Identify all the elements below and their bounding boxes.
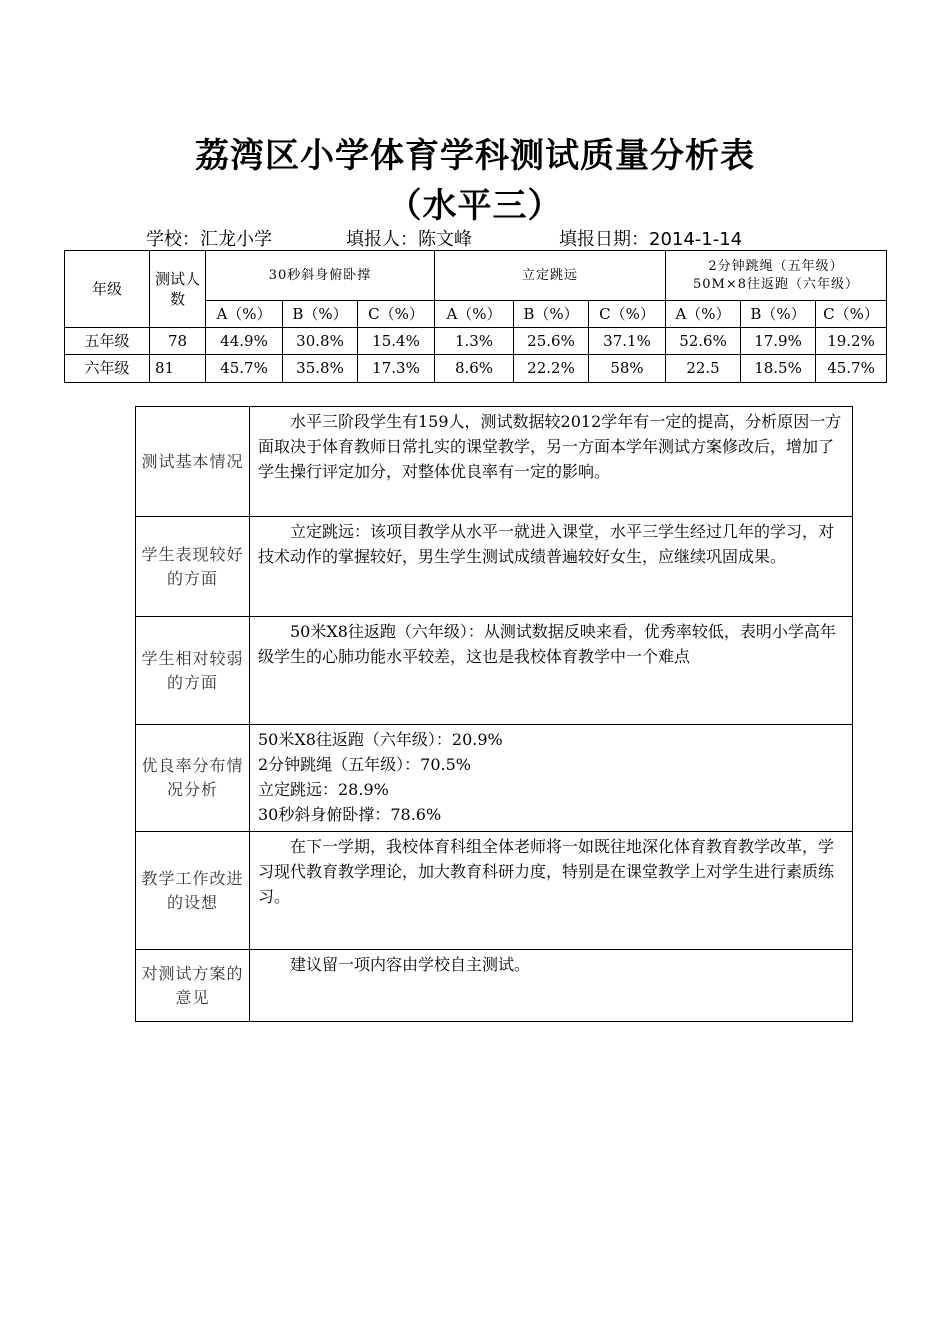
sub-header-c: C（%） (358, 301, 435, 328)
page-subtitle: （水平三） (387, 186, 563, 226)
sub-header-a: A（%） (435, 301, 514, 328)
sub-header-b: B（%） (283, 301, 358, 328)
value-cell: 44.9% (206, 328, 283, 355)
item-rope-run-header (666, 251, 887, 301)
improvement-text (250, 832, 853, 950)
strengths-label: 学生表现较好的方面 (136, 517, 250, 617)
basic-situation-paragraph: 水平三阶段学生有159人，测试数据较2012学年有一定的提高，分析原因一方面取决于体育教师日常扎实的课堂教学，另一方面本学年测试方案修改后，增加了学生操行评定加分，对整体优良率有一定的影响。 (258, 412, 842, 481)
strengths-text (250, 517, 853, 617)
table-row (136, 832, 853, 950)
rate-line: 立定跳远：28.9% (258, 780, 389, 799)
table-row (136, 517, 853, 617)
report-info (146, 225, 906, 251)
sub-header-c: C（%） (816, 301, 887, 328)
weaknesses-label: 学生相对较弱的方面 (136, 617, 250, 725)
sub-header-b: B（%） (514, 301, 589, 328)
value-cell: 25.6% (514, 328, 589, 355)
item-pushup-header: 30秒斜身俯卧撑 (206, 251, 435, 301)
grade-cell: 五年级 (65, 328, 150, 355)
report-date: 填报日期：2014-1-14 (559, 229, 743, 250)
value-cell: 35.8% (283, 355, 358, 383)
value-cell: 22.2% (514, 355, 589, 383)
value-cell: 30.8% (283, 328, 358, 355)
grade-header: 年级 (65, 251, 150, 328)
value-cell: 58% (589, 355, 666, 383)
sub-header-a: A（%） (666, 301, 741, 328)
value-cell: 1.3% (435, 328, 514, 355)
sub-header-b: B（%） (741, 301, 816, 328)
value-cell: 19.2% (816, 328, 887, 355)
item-rope-line: 2分钟跳绳（五年级） (708, 258, 844, 274)
table-row (136, 617, 853, 725)
rate-line: 50米X8往返跑（六年级）：20.9% (258, 730, 503, 749)
improvement-label: 教学工作改进的设想 (136, 832, 250, 950)
value-cell: 8.6% (435, 355, 514, 383)
analysis-table (135, 406, 853, 1022)
item-run-line: 50M×8往返跑（六年级） (693, 276, 860, 292)
value-cell: 37.1% (589, 328, 666, 355)
grade-cell: 六年级 (65, 355, 150, 383)
table-row (65, 328, 887, 355)
rate-line: 30秒斜身俯卧撑：78.6% (258, 805, 442, 824)
value-cell: 18.5% (741, 355, 816, 383)
weaknesses-text (250, 617, 853, 725)
value-cell: 45.7% (816, 355, 887, 383)
value-cell: 17.3% (358, 355, 435, 383)
table-row (136, 950, 853, 1022)
score-table (64, 250, 887, 383)
value-cell: 17.9% (741, 328, 816, 355)
count-header: 测试人数 (150, 251, 206, 328)
basic-situation-label: 测试基本情况 (136, 407, 250, 517)
school-name: 学校：汇龙小学 (146, 229, 272, 250)
excellence-rate-text (250, 725, 853, 832)
rate-line: 2分钟跳绳（五年级）：70.5% (258, 755, 472, 774)
value-cell: 52.6% (666, 328, 741, 355)
value-cell: 15.4% (358, 328, 435, 355)
value-cell: 22.5 (666, 355, 741, 383)
table-row (65, 355, 887, 383)
item-jump-header: 立定跳远 (435, 251, 666, 301)
opinion-text (250, 950, 853, 1022)
count-cell: 81 (150, 355, 206, 383)
sub-header-c: C（%） (589, 301, 666, 328)
opinion-label: 对测试方案的意见 (136, 950, 250, 1022)
page-title: 荔湾区小学体育学科测试质量分析表 (195, 136, 755, 176)
reporter-name: 填报人：陈文峰 (346, 229, 472, 250)
value-cell: 45.7% (206, 355, 283, 383)
strengths-paragraph: 立定跳远：该项目教学从水平一就进入课堂，水平三学生经过几年的学习，对技术动作的掌握较好，男生学生测试成绩普遍较好女生，应继续巩固成果。 (258, 522, 835, 566)
weaknesses-paragraph: 50米X8往返跑（六年级）：从测试数据反映来看，优秀率较低，表明小学高年级学生的心肺功能水平较差，这也是我校体育教学中一个难点 (258, 622, 836, 666)
basic-situation-text (250, 407, 853, 517)
improvement-paragraph: 在下一学期，我校体育科组全体老师将一如既往地深化体育教育教学改革，学习现代教育教学理论，加大教育科研力度，特别是在课堂教学上对学生进行素质练习。 (258, 837, 835, 906)
table-row (136, 407, 853, 517)
sub-header-a: A（%） (206, 301, 283, 328)
excellence-rate-label: 优良率分布情况分析 (136, 725, 250, 832)
count-cell: 78 (150, 328, 206, 355)
opinion-paragraph: 建议留一项内容由学校自主测试。 (290, 955, 531, 974)
table-row (136, 725, 853, 832)
